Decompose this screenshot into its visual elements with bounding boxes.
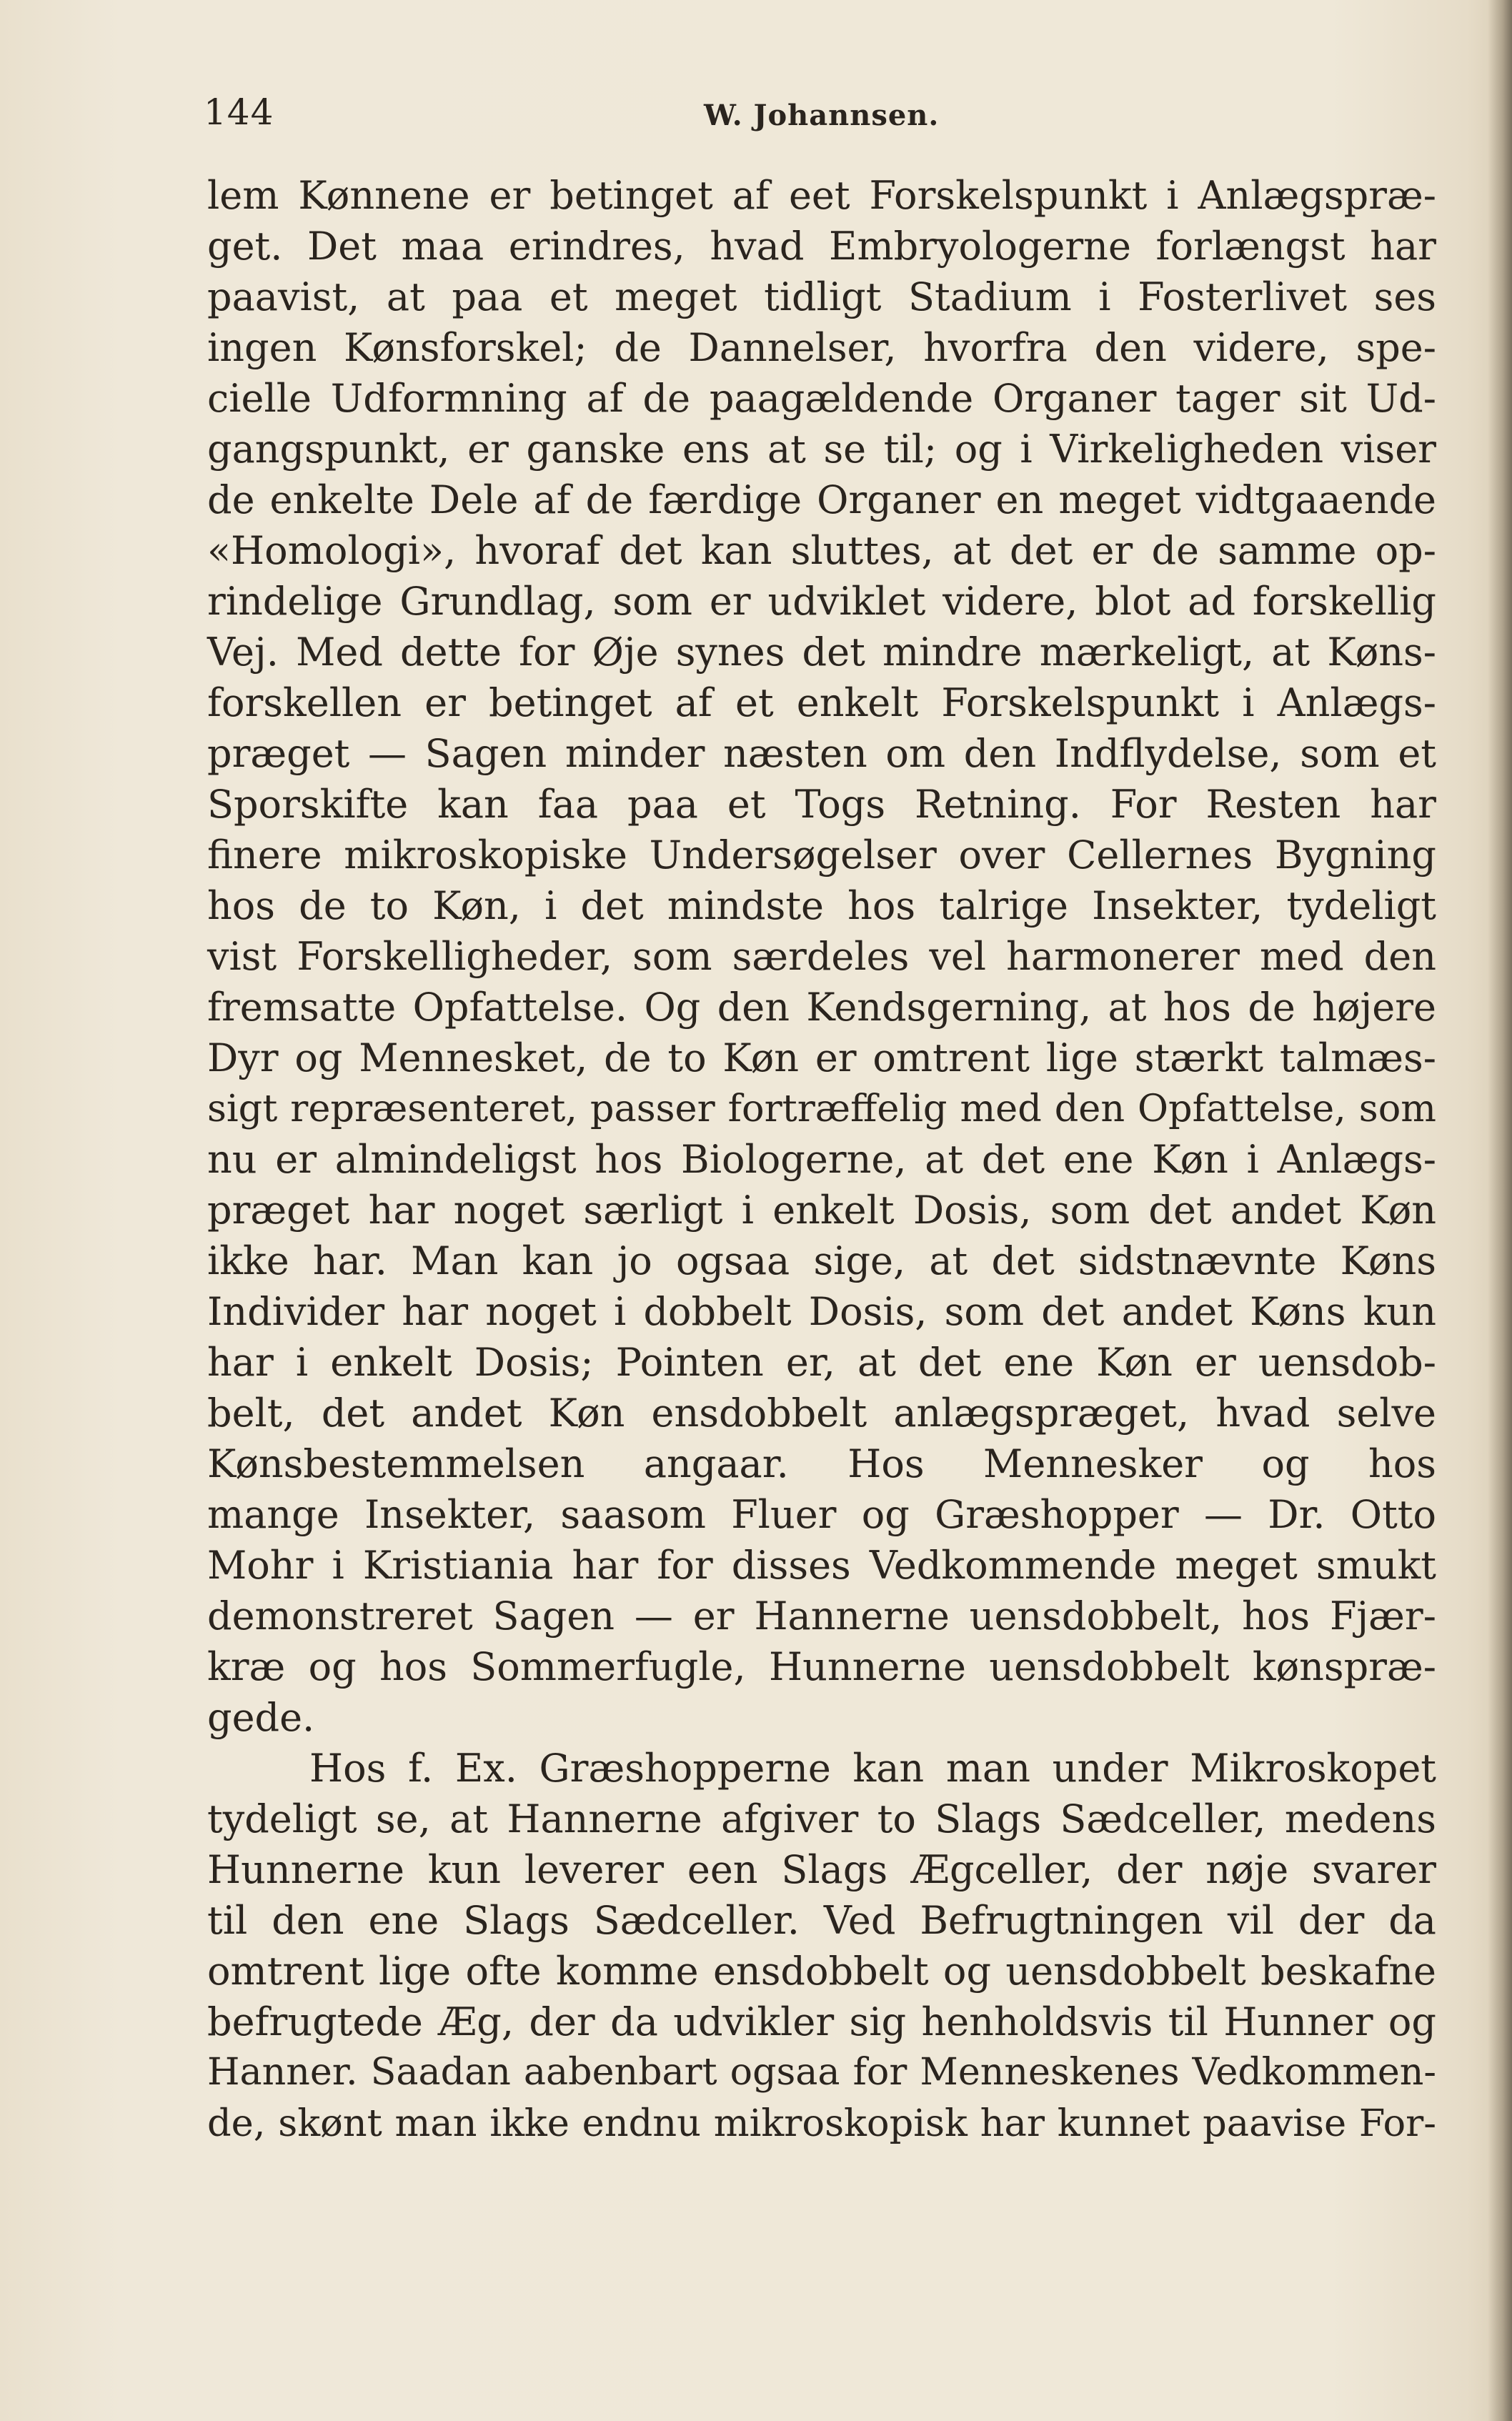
page-header	[204, 91, 1433, 149]
text-line: befrugtede Æg, der da udvikler sig henholdsvis til Hunner og	[207, 1999, 1436, 2044]
text-line: omtrent lige ofte komme ensdobbelt og uensdobbelt beskafne	[207, 1949, 1436, 1994]
text-line: præget — Sagen minder næsten om den Indflydelse, som et	[207, 731, 1436, 776]
text-line: finere mikroskopiske Undersøgelser over Cellernes Bygning	[207, 832, 1436, 878]
text-line: til den ene Slags Sædceller. Ved Befrugtningen vil der da	[207, 1898, 1436, 1943]
text-line: rindelige Grundlag, som er udviklet videre, blot ad forskellig	[207, 579, 1436, 624]
text-line: fremsatte Opfattelse. Og den Kendsgerning, at hos de højere	[207, 985, 1436, 1030]
text-line: ingen Kønsforskel; de Dannelser, hvorfra den videre, spe-	[207, 325, 1436, 370]
text-line: Sporskifte kan faa paa et Togs Retning. For Resten har	[207, 782, 1436, 827]
text-line: nu er almindeligst hos Biologerne, at det ene Køn i Anlægs-	[207, 1137, 1436, 1182]
text-line: cielle Udformning af de paagældende Organer tager sit Ud-	[207, 376, 1436, 421]
text-line: Kønsbestemmelsen angaar. Hos Mennesker og hos	[207, 1441, 1436, 1486]
text-line: gangspunkt, er ganske ens at se til; og i Virkeligheden viser	[207, 427, 1436, 472]
body-text	[207, 170, 1436, 2149]
text-line: har i enkelt Dosis; Pointen er, at det ene Køn er uensdob-	[207, 1340, 1436, 1385]
text-line: præget har noget særligt i enkelt Dosis, som det andet Køn	[207, 1188, 1436, 1233]
paragraph-start-line: Hos f. Ex. Græshopperne kan man under Mikroskopet	[309, 1746, 1436, 1791]
text-line: mange Insekter, saasom Fluer og Græshopper — Dr. Otto	[207, 1492, 1436, 1537]
text-line: forskellen er betinget af et enkelt Forskelspunkt i Anlægs-	[207, 680, 1436, 725]
text-line: get. Det maa erindres, hvad Embryologerne forlængst har	[207, 224, 1436, 269]
text-line: Individer har noget i dobbelt Dosis, som det andet Køns kun	[207, 1289, 1436, 1334]
running-head: W. Johannsen.	[704, 99, 940, 132]
text-line: «Homologi», hvoraf det kan sluttes, at det er de samme op-	[207, 528, 1436, 573]
text-line: Hunnerne kun leverer een Slags Ægceller, der nøje svarer	[207, 1847, 1436, 1892]
text-line: demonstreret Sagen — er Hannerne uensdobbelt, hos Fjær-	[207, 1594, 1436, 1639]
text-line: Vej. Med dette for Øje synes det mindre mærkeligt, at Køns-	[207, 630, 1436, 675]
page-edge-shadow	[1488, 0, 1512, 2421]
text-line: Mohr i Kristiania har for disses Vedkommende meget smukt	[207, 1543, 1436, 1588]
text-line: hos de to Køn, i det mindste hos talrige Insekter, tydeligt	[207, 883, 1436, 928]
text-line: lem Kønnene er betinget af eet Forskelspunkt i Anlægspræ-	[207, 173, 1436, 218]
text-line: sigt repræsenteret, passer fortræffelig med den Opfattelse, som	[207, 1087, 1436, 1130]
text-line: paavist, at paa et meget tidligt Stadium i Fosterlivet ses	[207, 274, 1436, 319]
text-line: de enkelte Dele af de færdige Organer en meget vidtgaaende	[207, 477, 1436, 522]
text-line: Dyr og Mennesket, de to Køn er omtrent lige stærkt talmæs-	[207, 1035, 1436, 1080]
text-line: tydeligt se, at Hannerne afgiver to Slags Sædceller, medens	[207, 1796, 1436, 1841]
text-line: Hanner. Saadan aabenbart ogsaa for Menneskenes Vedkommen-	[207, 2051, 1436, 2094]
text-line: ikke har. Man kan jo ogsaa sige, at det sidstnævnte Køns	[207, 1238, 1436, 1283]
text-line: de, skønt man ikke endnu mikroskopisk har kunnet paavise For-	[207, 2102, 1436, 2145]
text-line: vist Forskelligheder, som særdeles vel harmonerer med den	[207, 934, 1436, 979]
text-line: belt, det andet Køn ensdobbelt anlægspræget, hvad selve	[207, 1391, 1436, 1436]
paragraph-end-line: gede.	[207, 1695, 315, 1740]
text-line: kræ og hos Sommerfugle, Hunnerne uensdobbelt kønspræ-	[207, 1644, 1436, 1689]
page-number: 144	[204, 91, 274, 133]
